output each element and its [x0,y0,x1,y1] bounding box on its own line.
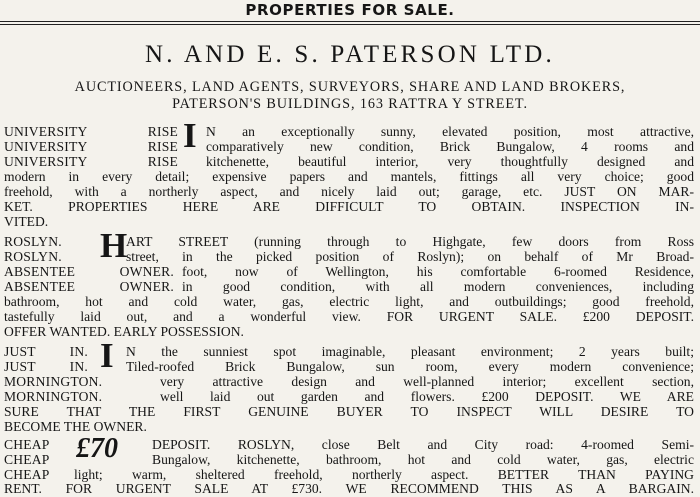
listing-tag: ABSENTEE OWNER. [4,279,174,294]
firm-name: N. AND E. S. PATERSON LTD. [145,41,555,68]
listing-tag: JUST IN. [4,359,88,374]
listing-tag: MORNINGTON. [4,389,103,404]
listing-text: in good condition, with all modern conveniences, including [182,279,694,294]
drop-cap: I [100,336,114,375]
listing-text: ART STREET (running through to Highgate, few doors from Ross [126,234,694,249]
listing-text: DEPOSIT. ROSLYN, close Belt and City road: 4-roomed Semi- [152,437,694,452]
listing-text: kitchenette, beautiful interior, very thoughtfully designed and [206,154,694,169]
listing-text: VITED. [4,214,49,229]
listing-text: N the sunniest spot imaginable, pleasant environment; 2 years built; [126,344,694,359]
firm-address: PATERSON'S BUILDINGS, 163 RATTRA Y STREET. [172,96,528,112]
listing-text: foot, now of Wellington, his comfortable 6-roomed Residence, [182,264,694,279]
listing-text: bathroom, hot and cold water, gas, electric light, and outbuildings; good freehold, [4,294,694,309]
listing-text: N an exceptionally sunny, elevated position, most attractive, [206,124,694,139]
listing-text: OFFER WANTED. EARLY POSSESSION. [4,324,244,339]
price-figure: £70 [76,433,118,464]
listing-text: modern in every detail; expensive papers and mantels, fittings all very choice; good [4,169,694,184]
drop-cap: I [183,116,197,155]
listing-tag: CHEAP [4,437,50,452]
listing-text: very attractive design and well-planned interior; excellent section, [160,374,694,389]
section-title: PROPERTIES FOR SALE. [245,1,455,19]
listing-tag: CHEAP [4,452,50,467]
listing-tag: ABSENTEE OWNER. [4,264,174,279]
listing-tag: ROSLYN. [4,234,62,249]
listing-text: light; warm, sheltered freehold, northerly aspect. BETTER THAN PAYING [74,467,694,482]
listing-tag: CHEAP [4,467,50,482]
listing-tag: ROSLYN. [4,249,62,264]
listing-text: street, in the picked position of Roslyn); on behalf of Mr Broad- [126,249,694,264]
listing-text: comparatively new condition, Brick Bungalow, 4 rooms and [206,139,694,154]
listing-text: KET. PROPERTIES HERE ARE DIFFICULT TO OBTAIN. INSPECTION IN- [4,199,694,214]
firm-roles: AUCTIONEERS, LAND AGENTS, SURVEYORS, SHARE AND LAND BROKERS, [74,79,626,95]
divider [0,21,700,22]
listing-tag: UNIVERSITY RISE [4,124,178,139]
listing-text: freehold, with a northerly aspect, and nicely laid out; garage, etc. JUST ON MAR- [4,184,694,199]
listing-tag: JUST IN. [4,344,88,359]
listing-tag: UNIVERSITY RISE [4,154,178,169]
listing-text: Bungalow, kitchenette, bathroom, hot and cold water, gas, electric [152,452,694,467]
listing-text: BECOME THE OWNER. [4,419,147,434]
divider [0,24,700,25]
listing-text: SURE THAT THE FIRST GENUINE BUYER TO INSPECT WILL DESIRE TO [4,404,694,419]
listing-text: tastefully laid out, and a wonderful view. FOR URGENT SALE. £200 DEPOSIT. [4,309,694,324]
listing-text: Tiled-roofed Brick Bungalow, sun room, every modern convenience; [126,359,694,374]
listing-text: RENT. FOR URGENT SALE AT £730. WE RECOMMEND THIS AS A BARGAIN. [4,481,694,496]
listing-tag: MORNINGTON. [4,374,103,389]
drop-cap: H [100,226,128,265]
listing-text: well laid out garden and flowers. £200 DEPOSIT. WE ARE [160,389,694,404]
listing-tag: UNIVERSITY RISE [4,139,178,154]
